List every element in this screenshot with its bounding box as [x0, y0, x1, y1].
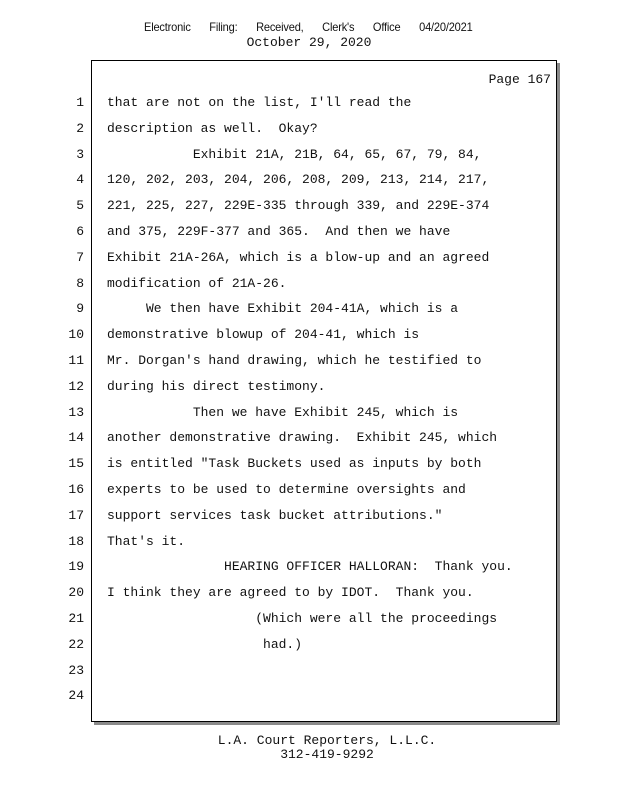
transcript-date: October 29, 2020 [246, 35, 372, 50]
transcript-line: support services task bucket attributions." [107, 508, 443, 523]
court-reporter-name: L.A. Court Reporters, L.L.C. [217, 733, 437, 748]
line-number: 7 [76, 250, 84, 265]
line-number: 1 [76, 95, 84, 110]
page-number: Page 167 [488, 72, 551, 87]
line-number: 20 [68, 585, 84, 600]
line-number: 8 [76, 276, 84, 291]
transcript-line: demonstrative blowup of 204-41, which is [107, 327, 420, 342]
filing-stamp: Electronic Filing: Received, Clerk's Office 04/20/2021 [144, 20, 473, 34]
transcript-line: Mr. Dorgan's hand drawing, which he testified to [107, 353, 482, 368]
transcript-line: That's it. [107, 534, 186, 549]
line-number: 23 [68, 663, 84, 678]
line-number: 15 [68, 456, 84, 471]
transcript-line: Exhibit 21A, 21B, 64, 65, 67, 79, 84, [107, 147, 482, 162]
transcript-line: (Which were all the proceedings [107, 611, 498, 626]
line-number: 22 [68, 637, 84, 652]
line-number: 3 [76, 147, 84, 162]
transcript-line: had.) [107, 637, 303, 652]
transcript-line: 221, 225, 227, 229E-335 through 339, and 229E-374 [107, 198, 490, 213]
line-number: 12 [68, 379, 84, 394]
line-number: 14 [68, 430, 84, 445]
transcript-line: Exhibit 21A-26A, which is a blow-up and an agreed [107, 250, 490, 265]
transcript-line: experts to be used to determine oversights and [107, 482, 466, 497]
transcript-line: HEARING OFFICER HALLORAN: Thank you. [107, 559, 513, 574]
court-reporter-phone: 312-419-9292 [280, 747, 374, 762]
line-number: 5 [76, 198, 84, 213]
transcript-line: 120, 202, 203, 204, 206, 208, 209, 213, 214, 217, [107, 172, 490, 187]
line-number: 16 [68, 482, 84, 497]
line-number: 17 [68, 508, 84, 523]
transcript-line: another demonstrative drawing. Exhibit 245, which [107, 430, 498, 445]
transcript-line: description as well. Okay? [107, 121, 318, 136]
line-number: 10 [68, 327, 84, 342]
transcript-line: We then have Exhibit 204-41A, which is a [107, 301, 459, 316]
line-number: 11 [68, 353, 84, 368]
line-number: 6 [76, 224, 84, 239]
transcript-line: modification of 21A-26. [107, 276, 287, 291]
line-number: 21 [68, 611, 84, 626]
transcript-line: Then we have Exhibit 245, which is [107, 405, 459, 420]
transcript-line: and 375, 229F-377 and 365. And then we have [107, 224, 451, 239]
line-number: 19 [68, 559, 84, 574]
transcript-line: that are not on the list, I'll read the [107, 95, 412, 110]
line-number: 18 [68, 534, 84, 549]
line-number: 13 [68, 405, 84, 420]
transcript-line: I think they are agreed to by IDOT. Thank you. [107, 585, 474, 600]
transcript-line: is entitled "Task Buckets used as inputs by both [107, 456, 482, 471]
line-number: 2 [76, 121, 84, 136]
line-number: 24 [68, 688, 84, 703]
line-number: 4 [76, 172, 84, 187]
transcript-line: during his direct testimony. [107, 379, 326, 394]
line-number: 9 [76, 301, 84, 316]
